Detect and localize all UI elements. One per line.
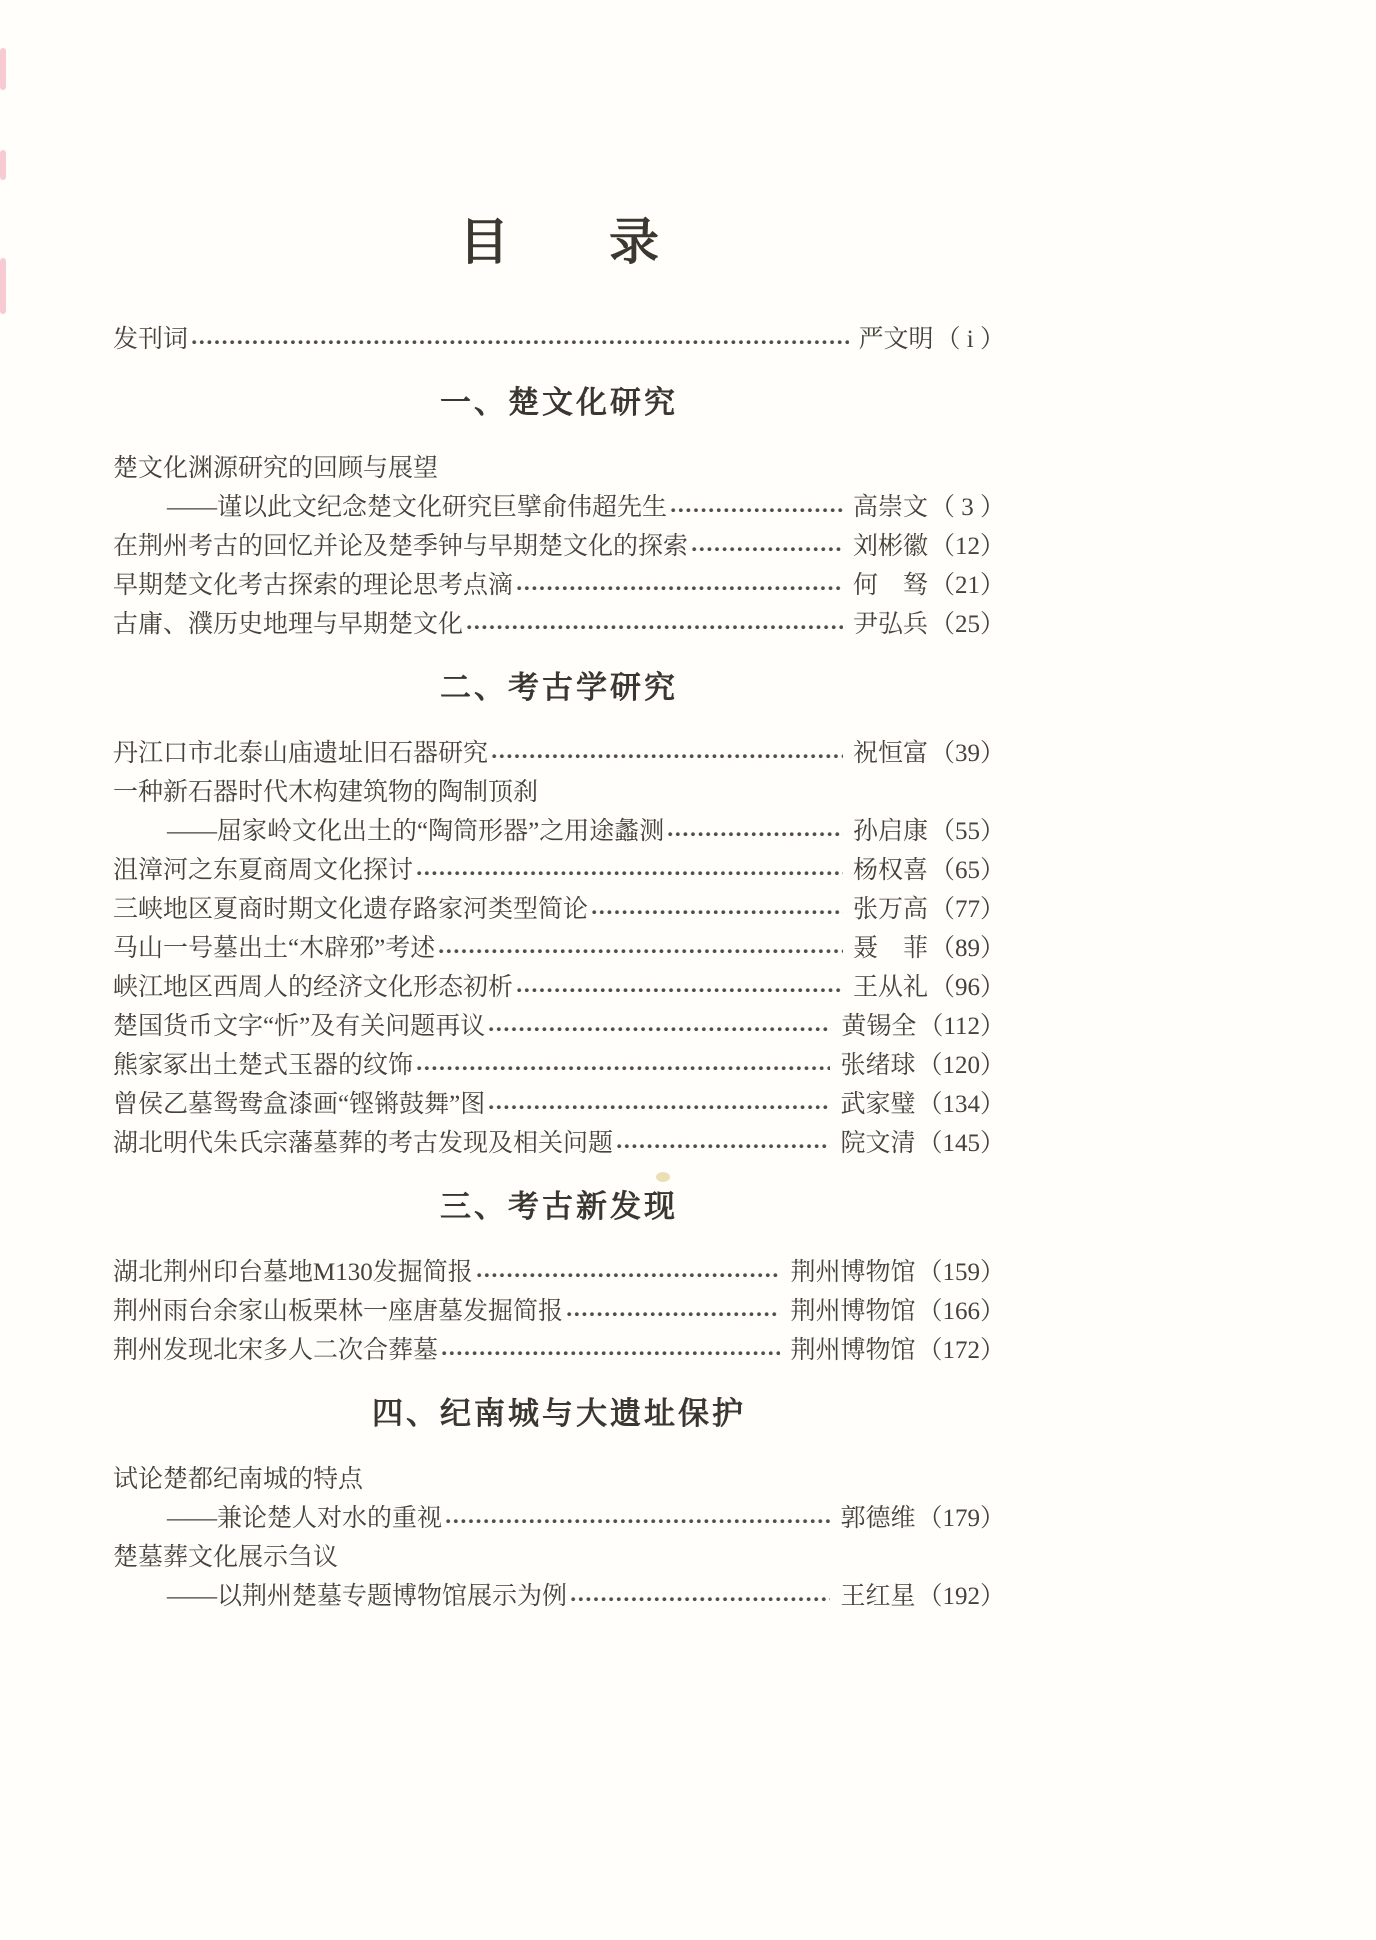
toc-entry-page: （112） xyxy=(918,1013,1005,1040)
toc-entry-row xyxy=(113,320,1005,359)
toc-entry-author: 院文清 xyxy=(840,1130,916,1157)
toc-entry-row xyxy=(113,812,1005,851)
dot-leader xyxy=(489,1007,831,1046)
toc-entry-page: （25） xyxy=(929,611,1005,638)
toc-entry xyxy=(113,566,1005,605)
toc-entry xyxy=(113,968,1005,1007)
toc-entry-author: 严文明 xyxy=(858,326,934,353)
toc-entry xyxy=(113,1124,1005,1163)
toc-entry-author: 刘彬徽 xyxy=(852,533,928,560)
toc-entry-author: 荆州博物馆 xyxy=(790,1337,916,1364)
toc-entry-page: （77） xyxy=(929,896,1005,923)
scan-artifact xyxy=(0,48,6,90)
toc-entry-page: （134） xyxy=(917,1091,1005,1118)
toc-entry-page: （145） xyxy=(917,1130,1005,1157)
toc-entry-title: 三峡地区夏商时期文化遗存路家河类型简论 xyxy=(113,896,589,923)
toc-entry-heading-line xyxy=(113,773,1005,812)
dot-leader xyxy=(446,1499,830,1538)
toc-entry-row xyxy=(113,1085,1005,1124)
toc-entry xyxy=(113,1253,1005,1292)
toc-entry-page: （ 3 ） xyxy=(929,494,1005,521)
toc-entry-page: （172） xyxy=(917,1337,1005,1364)
toc-entry-author: 祝恒富 xyxy=(852,740,928,767)
toc-entry-row xyxy=(113,734,1005,773)
toc-entry-title: ——屈家岭文化出土的“陶筒形器”之用途蠡测 xyxy=(167,818,665,845)
dot-leader xyxy=(489,1085,830,1124)
toc-entry-author: 王红星 xyxy=(840,1583,916,1610)
toc-entry-author: 荆州博物馆 xyxy=(790,1259,916,1286)
toc-entry xyxy=(113,527,1005,566)
toc-content xyxy=(113,0,1005,1622)
toc-entry xyxy=(113,1007,1005,1046)
toc-entry-page: （65） xyxy=(929,857,1005,884)
toc-entry xyxy=(113,1331,1005,1370)
dot-leader xyxy=(439,929,843,968)
toc-entry xyxy=(113,929,1005,968)
toc-entry-page: （96） xyxy=(929,974,1005,1001)
toc-entry-row xyxy=(113,1124,1005,1163)
toc-section xyxy=(113,1185,1005,1370)
dot-leader xyxy=(517,566,843,605)
toc-entry-row xyxy=(113,1253,1005,1292)
toc-entry-author: 张绪球 xyxy=(840,1052,916,1079)
toc-entry xyxy=(113,773,1005,851)
toc-entry-title: 荆州雨台余家山板栗林一座唐墓发掘简报 xyxy=(113,1298,564,1325)
toc-entry-title: 一种新石器时代木构建筑物的陶制顶刹 xyxy=(113,779,539,806)
toc-entry-title: 峡江地区西周人的经济文化形态初析 xyxy=(113,974,514,1001)
toc-entry-row xyxy=(113,890,1005,929)
toc-entry xyxy=(113,851,1005,890)
toc-entry-title: ——谨以此文纪念楚文化研究巨擘俞伟超先生 xyxy=(167,494,668,521)
toc-frontmatter xyxy=(113,320,1005,359)
toc-entry xyxy=(113,1046,1005,1085)
toc-entry xyxy=(113,1292,1005,1331)
dot-leader xyxy=(492,734,843,773)
toc-entry-title: 发刊词 xyxy=(113,326,189,353)
toc-entry-title: 楚国货币文字“忻”及有关问题再议 xyxy=(113,1013,486,1040)
toc-entry-title: 楚墓葬文化展示刍议 xyxy=(113,1544,339,1571)
toc-entry-author: 高崇文 xyxy=(852,494,928,521)
dot-leader xyxy=(192,320,849,359)
toc-entry-row xyxy=(113,1046,1005,1085)
toc-entry-author: 尹弘兵 xyxy=(852,611,928,638)
toc-entry xyxy=(113,890,1005,929)
toc-entry-heading-line xyxy=(113,449,1005,488)
toc-entry-title: ——兼论楚人对水的重视 xyxy=(167,1505,443,1532)
toc-entry-row xyxy=(113,1007,1005,1046)
toc-entry-row xyxy=(113,929,1005,968)
toc-entry-title: 曾侯乙墓鸳鸯盒漆画“铿锵鼓舞”图 xyxy=(113,1091,486,1118)
toc-entry-row xyxy=(113,527,1005,566)
toc-entry-page: （12） xyxy=(929,533,1005,560)
toc-entry-page: （21） xyxy=(929,572,1005,599)
toc-entry-row xyxy=(113,1577,1005,1616)
toc-entry-author: 郭德维 xyxy=(840,1505,916,1532)
toc-entry-title: 楚文化渊源研究的回顾与展望 xyxy=(113,455,439,482)
toc-entry-page: （120） xyxy=(917,1052,1005,1079)
dot-leader xyxy=(617,1124,830,1163)
toc-entry xyxy=(113,449,1005,527)
toc-entry-title: 早期楚文化考古探索的理论思考点滴 xyxy=(113,572,514,599)
toc-entry-author: 何 驽 xyxy=(852,572,928,599)
toc-section xyxy=(113,381,1005,644)
dot-leader xyxy=(417,851,843,890)
toc-entry xyxy=(113,1085,1005,1124)
toc-entry xyxy=(113,1538,1005,1616)
toc-entry xyxy=(113,734,1005,773)
dot-leader xyxy=(571,1577,830,1616)
toc-entry-title: 荆州发现北宋多人二次合葬墓 xyxy=(113,1337,439,1364)
toc-entry-title: 湖北明代朱氏宗藩墓葬的考古发现及相关问题 xyxy=(113,1130,614,1157)
toc-entry-author: 王从礼 xyxy=(852,974,928,1001)
toc-entry-title: 丹江口市北泰山庙遗址旧石器研究 xyxy=(113,740,489,767)
dot-leader xyxy=(417,1046,830,1085)
dot-leader xyxy=(671,488,843,527)
toc-entry-author: 武家璧 xyxy=(840,1091,916,1118)
toc-entry-page: （166） xyxy=(917,1298,1005,1325)
toc-entry-page: （179） xyxy=(917,1505,1005,1532)
dot-leader xyxy=(668,812,843,851)
section-heading: 三、考古新发现 xyxy=(440,1189,678,1224)
toc-entry-page: （89） xyxy=(929,935,1005,962)
scan-artifact xyxy=(0,150,6,180)
toc-entry xyxy=(113,1460,1005,1538)
dot-leader xyxy=(692,527,843,566)
toc-body xyxy=(113,320,1005,1616)
toc-entry-row xyxy=(113,1331,1005,1370)
toc-entry-heading-line xyxy=(113,1538,1005,1577)
toc-entry-row xyxy=(113,1499,1005,1538)
toc-entry-row xyxy=(113,605,1005,644)
toc-entry-page: （159） xyxy=(917,1259,1005,1286)
toc-entry-author: 杨权喜 xyxy=(852,857,928,884)
toc-entry-heading-line xyxy=(113,1460,1005,1499)
toc-entry-row xyxy=(113,968,1005,1007)
toc-entry-title: 马山一号墓出土“木辟邪”考述 xyxy=(113,935,436,962)
toc-entry-author: 黄锡全 xyxy=(841,1013,917,1040)
toc-entry-page: （55） xyxy=(929,818,1005,845)
toc-entry-title: 在荆州考古的回忆并论及楚季钟与早期楚文化的探索 xyxy=(113,533,689,560)
dot-leader xyxy=(517,968,843,1007)
toc-entry-author: 聂 菲 xyxy=(852,935,928,962)
section-heading: 二、考古学研究 xyxy=(440,670,678,705)
toc-entry-title: 古庸、濮历史地理与早期楚文化 xyxy=(113,611,464,638)
dot-leader xyxy=(592,890,843,929)
toc-section xyxy=(113,666,1005,1163)
toc-entry-title: 试论楚都纪南城的特点 xyxy=(113,1466,364,1493)
toc-entry-author: 孙启康 xyxy=(852,818,928,845)
scan-artifact xyxy=(0,258,6,314)
page-title: 目 录 xyxy=(459,214,659,270)
toc-section xyxy=(113,1392,1005,1616)
toc-entry-row xyxy=(113,488,1005,527)
section-heading: 四、纪南城与大遗址保护 xyxy=(372,1396,746,1431)
toc-entry-title: 沮漳河之东夏商周文化探讨 xyxy=(113,857,414,884)
toc-entry xyxy=(113,605,1005,644)
toc-entry-title: 湖北荆州印台墓地M130发掘简报 xyxy=(113,1259,473,1286)
toc-entry-author: 荆州博物馆 xyxy=(790,1298,916,1325)
toc-entry xyxy=(113,320,1005,359)
toc-entry-author: 张万高 xyxy=(852,896,928,923)
dot-leader xyxy=(477,1253,781,1292)
section-heading: 一、楚文化研究 xyxy=(440,385,678,420)
toc-entry-row xyxy=(113,1292,1005,1331)
dot-leader xyxy=(467,605,843,644)
toc-entry-page: （192） xyxy=(917,1583,1005,1610)
toc-entry-title: ——以荆州楚墓专题博物馆展示为例 xyxy=(167,1583,568,1610)
toc-entry-title: 熊家冢出土楚式玉器的纹饰 xyxy=(113,1052,414,1079)
toc-entry-row xyxy=(113,851,1005,890)
dot-leader xyxy=(567,1292,780,1331)
toc-entry-row xyxy=(113,566,1005,605)
toc-entry-page: （ i ） xyxy=(935,326,1005,353)
toc-entry-page: （39） xyxy=(929,740,1005,767)
dot-leader xyxy=(442,1331,780,1370)
